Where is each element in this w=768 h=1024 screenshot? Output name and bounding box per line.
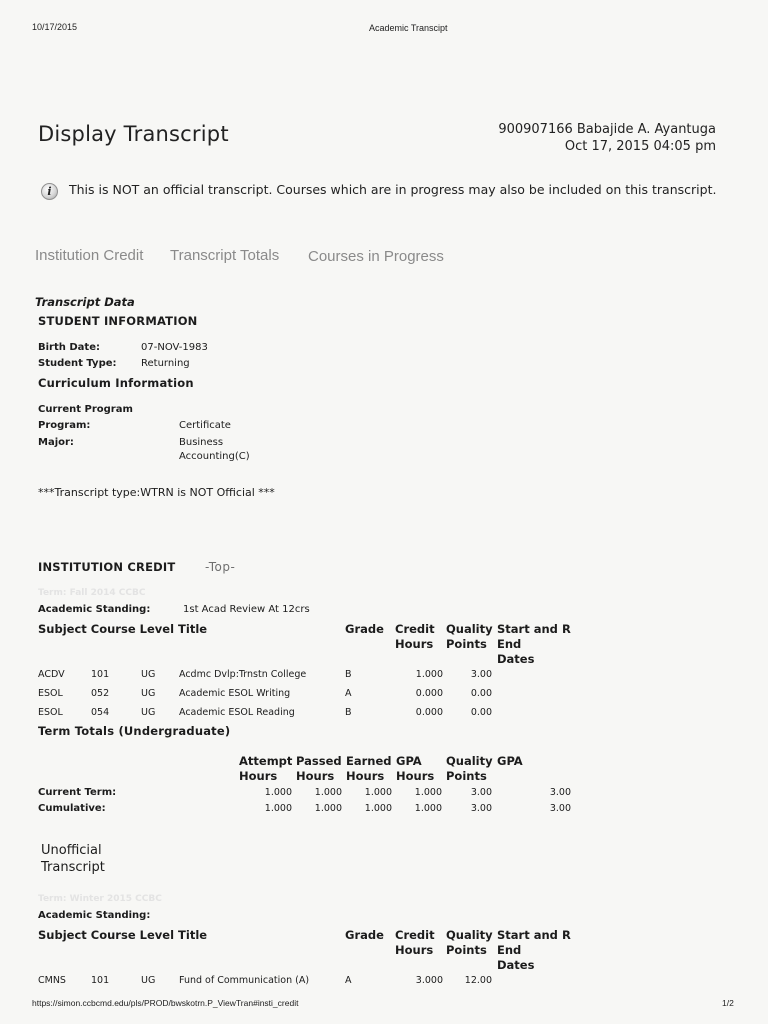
- totals-quality: 3.00: [470, 787, 492, 798]
- totals-gpa-hours: 1.000: [414, 803, 442, 814]
- program-label: Program:: [38, 420, 91, 431]
- totals-earned: 1.000: [364, 803, 392, 814]
- totals-passed: 1.000: [314, 803, 342, 814]
- current-program-label: Current Program: [38, 404, 133, 415]
- col-header-grade: Grade: [345, 622, 384, 636]
- col-header-r: R: [562, 622, 571, 636]
- totals-header-passed: Passed Hours: [296, 754, 342, 783]
- totals-gpa-hours: 1.000: [414, 787, 442, 798]
- academic-standing-value: 1st Acad Review At 12crs: [183, 604, 310, 615]
- academic-standing-label: Academic Standing:: [38, 604, 151, 615]
- course-title: Academic ESOL Reading: [179, 707, 295, 718]
- course-title: Academic ESOL Writing: [179, 688, 291, 699]
- course-grade: A: [345, 975, 352, 986]
- col-header-quality: Quality Points: [446, 622, 493, 651]
- col-header-credit-2: Credit Hours: [395, 928, 435, 957]
- print-title: Academic Transcipt: [369, 23, 448, 33]
- print-date: 10/17/2015: [32, 22, 78, 32]
- course-grade: B: [345, 707, 352, 718]
- program-value: Certificate: [179, 420, 231, 431]
- totals-header-quality: Quality Points: [446, 754, 493, 783]
- course-level: UG: [141, 669, 156, 680]
- course-quality: 3.00: [470, 669, 492, 680]
- col-header-credit: Credit Hours: [395, 622, 435, 651]
- transcript-data-heading: Transcript Data: [35, 295, 135, 309]
- tab-courses-in-progress[interactable]: Courses in Progress: [308, 248, 444, 265]
- term-label-fall: Term: Fall 2014 CCBC: [38, 588, 146, 598]
- course-subject: ESOL: [38, 707, 63, 718]
- course-subject: CMNS: [38, 975, 66, 986]
- major-label: Major:: [38, 437, 74, 448]
- course-quality: 0.00: [470, 688, 492, 699]
- totals-gpa: 3.00: [549, 787, 571, 798]
- totals-header-attempt: Attempt Hours: [239, 754, 293, 783]
- student-type-value: Returning: [141, 358, 190, 369]
- totals-header-earned: Earned Hours: [346, 754, 392, 783]
- curriculum-heading: Curriculum Information: [38, 376, 194, 390]
- course-number: 052: [91, 688, 110, 699]
- academic-standing-label-2: Academic Standing:: [38, 910, 151, 921]
- page-title: Display Transcript: [38, 122, 229, 146]
- course-credit: 0.000: [415, 688, 443, 699]
- course-quality: 12.00: [464, 975, 492, 986]
- course-credit: 3.000: [415, 975, 443, 986]
- transcript-type-notice: ***Transcript type:WTRN is NOT Official ***: [38, 486, 275, 499]
- col-header-subject-2: Subject Course Level Title: [38, 928, 208, 942]
- unofficial-transcript-stamp: Unofficial Transcript: [41, 843, 105, 875]
- totals-attempt: 1.000: [264, 787, 292, 798]
- col-header-quality-2: Quality Points: [446, 928, 493, 957]
- col-header-r-2: R: [562, 928, 571, 942]
- birth-date-value: 07-NOV-1983: [141, 342, 208, 353]
- totals-gpa: 3.00: [549, 803, 571, 814]
- col-header-grade-2: Grade: [345, 928, 384, 942]
- course-number: 101: [91, 975, 110, 986]
- totals-row-label: Current Term:: [38, 787, 117, 798]
- report-datetime: Oct 17, 2015 04:05 pm: [564, 139, 716, 154]
- student-info-heading: STUDENT INFORMATION: [38, 314, 198, 328]
- course-credit: 0.000: [415, 707, 443, 718]
- col-header-dates-2: Start and End Dates: [497, 928, 558, 972]
- course-grade: A: [345, 688, 352, 699]
- course-grade: B: [345, 669, 352, 680]
- course-level: UG: [141, 975, 156, 986]
- totals-attempt: 1.000: [264, 803, 292, 814]
- totals-passed: 1.000: [314, 787, 342, 798]
- totals-row-label: Cumulative:: [38, 803, 106, 814]
- totals-quality: 3.00: [470, 803, 492, 814]
- col-header-subject: Subject Course Level Title: [38, 622, 208, 636]
- student-type-label: Student Type:: [38, 358, 117, 369]
- course-title: Fund of Communication (A): [179, 975, 310, 986]
- term-totals-heading: Term Totals (Undergraduate): [38, 724, 231, 738]
- footer-url: https://simon.ccbcmd.edu/pls/PROD/bwskotrn.P_ViewTran#insti_credit: [32, 998, 299, 1008]
- totals-earned: 1.000: [364, 787, 392, 798]
- notice-text: This is NOT an official transcript. Courses which are in progress may also be included on this transcript.: [69, 182, 717, 197]
- major-value-line1: Business: [179, 437, 224, 448]
- info-icon: i: [41, 183, 58, 200]
- student-id-block: [498, 121, 716, 155]
- student-name: 900907166 Babajide A. Ayantuga: [498, 122, 716, 137]
- course-subject: ESOL: [38, 688, 63, 699]
- birth-date-label: Birth Date:: [38, 342, 100, 353]
- top-link[interactable]: -Top-: [205, 560, 236, 574]
- tab-institution-credit[interactable]: Institution Credit: [35, 247, 144, 264]
- totals-header-gpa-hours: GPA Hours: [396, 754, 435, 783]
- course-number: 054: [91, 707, 110, 718]
- footer-page-number: 1/2: [722, 998, 734, 1008]
- course-credit: 1.000: [415, 669, 443, 680]
- totals-header-gpa: GPA: [497, 754, 523, 768]
- institution-credit-heading: INSTITUTION CREDIT: [38, 560, 176, 574]
- course-quality: 0.00: [470, 707, 492, 718]
- course-level: UG: [141, 707, 156, 718]
- course-level: UG: [141, 688, 156, 699]
- major-value-line2: Accounting(C): [179, 451, 250, 462]
- course-subject: ACDV: [38, 669, 65, 680]
- course-title: Acdmc Dvlp:Trnstn College: [179, 669, 307, 680]
- course-number: 101: [91, 669, 110, 680]
- term-label-winter: Term: Winter 2015 CCBC: [38, 894, 162, 904]
- tab-transcript-totals[interactable]: Transcript Totals: [170, 247, 280, 264]
- col-header-dates: Start and End Dates: [497, 622, 558, 666]
